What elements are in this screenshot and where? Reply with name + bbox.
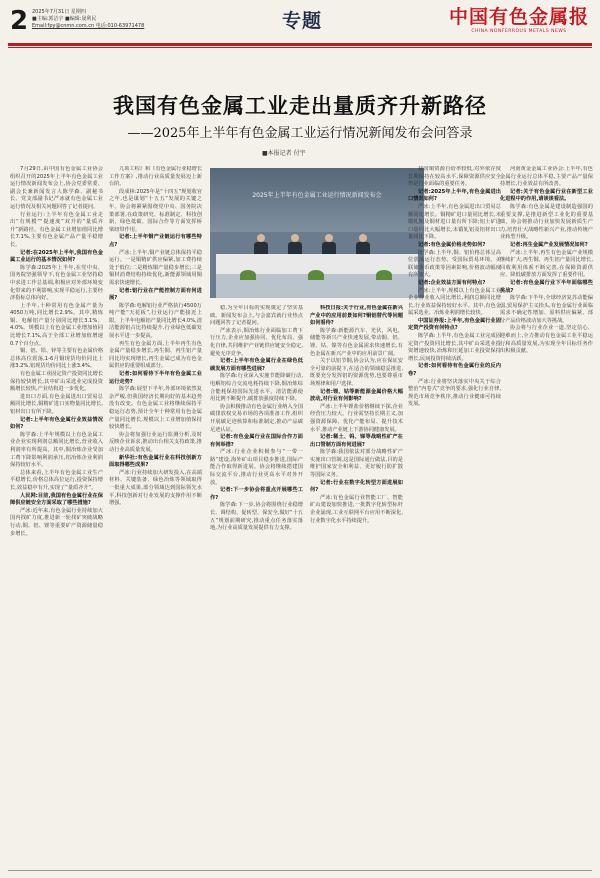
paragraph: 陈学森:行业深入实施节能降碳行动,电解铝综合交流电耗持续下降,铜冶炼综合能耗保持国际先进水平。清洁能源使用比例不断提升,碳排放强度持续下降。 xyxy=(210,373,303,403)
paragraph: 有色金属工业固定资产投资同比增长保持较快增长,其中矿山采选业完成投资额增长较快,产业结构进一步优化。 xyxy=(10,371,103,393)
header-divider xyxy=(8,43,592,46)
paragraph: 记者:企业效益方面有何特点? xyxy=(418,279,486,286)
paragraph: 铜、铝、铅、锌等主要有色金属价格总体高位震荡,1-6月铜现货均价同比上涨3.2%,铝现货均价同比上涨3.4%。 xyxy=(10,348,103,370)
paragraph: 科技日报:关于行业,有色金属在新兴产业中的应用前景如何?铜铝替代等问题如何看待? xyxy=(310,305,403,327)
paragraph: 陈学森:下半年,全球经济复苏动能偏弱,贸易保护主义抬头,有色金属行业面临需求不确定性增加、原料供应偏紧、部分产品价格波动加大等挑战。 xyxy=(500,295,593,324)
paragraph: 总体来看,上半年有色金属工业生产平稳增长,价格总体高位运行,投资保持增长,效益稳中有升,实现了“量质齐升”。 xyxy=(10,469,103,491)
paragraph: 新华社:有色金属行业在科技创新方面取得哪些成果? xyxy=(109,454,202,469)
paragraph: 严冰:行业将坚决落实中央关于综合整治“内卷式”竞争的要求,强化行业自律,规范市场竞争秩序,推动行业健康可持续发展。 xyxy=(408,378,501,408)
article-headline: 我国有色金属工业走出量质齐升新路径 xyxy=(113,93,487,118)
page-header xyxy=(0,0,600,62)
paragraph: 段成林:2025年是“十四五”规划收官之年,也是谋划“十五五”发展的关键之年。协会将紧紧围绕党中央、国务院决策部署,在政策研究、标准制定、科技创新、绿色低碳、国际合作等方面发挥桥梁纽带作用。 xyxy=(109,188,202,233)
page-number: 2 xyxy=(10,6,29,36)
article-subheadline: ——2025年上半年有色金属工业运行情况新闻发布会问答录 xyxy=(127,126,473,141)
contact-line: Email:fpy@cnmn.com.cn 电话:010-63971478 xyxy=(32,23,145,30)
paragraph: 严冰:上半年,有色金属进出口贸易总额同比增长。铜精矿进口量同比增长,未锻轧铜及铜材进口量有所下降;铝土矿进口量同比大幅增长,未锻轧铝及铝材出口量同比下降。 xyxy=(408,203,501,241)
paragraph: 陈学森:展望下半年,外部环境依然复杂严峻,但我国经济长期向好的基本趋势没有改变。有色金属工业将继续保持平稳运行态势,预计全年十种常用有色金属产量同比增长,规模以上工业增加值保持较快增长。 xyxy=(109,386,202,431)
paragraph: 严冰:行业持续加大研发投入,在高端材料、关键装备、绿色冶炼等领域取得一批重大成果,部分领域达到国际领先水平,科技创新对行业发展的支撑作用不断增强。 xyxy=(109,469,202,507)
paragraph: 行业运行:上半年有色金属工业走出“有规模”“提速度”双升的“量质齐升”新路径。有色金属工业增加值同比增长7.1%,主要有色金属产品产量平稳增长。 xyxy=(10,211,103,248)
paragraph: 记者:稀土、钨、锑等战略性矿产在出口管制方面有何进展? xyxy=(310,434,403,448)
paragraph: 我国铜资源自给率较低,对外依存度长期保持在较高水平,保障资源供应安全仍是行业面临的重要任务。 xyxy=(408,166,501,188)
paragraph: 陈学森:有色金属是建设制造强国的重要支撑,是推进新型工业化的重要基础。协会将推动行业加快发展新质生产力,培育壮大战略性新兴产业,推动传统产业转型升级。 xyxy=(500,203,593,241)
paragraph: 记者:下一步协会将重点开展哪些工作? xyxy=(210,487,303,501)
paragraph: 稳,为全年目标的实现奠定了坚实基础。新闻发布会上,与会嘉宾就行业热点问题回答了记者提问。 xyxy=(210,305,303,327)
paragraph: 记者:上半年铜产业链运行有哪些特点? xyxy=(109,234,202,248)
paragraph: 记者:有色金属行业下半年面临哪些挑战? xyxy=(500,279,593,294)
paragraph: 进出口方面,有色金属进出口贸易总额同比增长,铜精矿进口实物量同比增长,铝材出口有所下降。 xyxy=(10,393,103,415)
paragraph: 河南黄金金属工业协会:上半年,有色金属行业运行总体平稳,主要产品产量保持增长,行业效益有所改善。 xyxy=(500,166,593,188)
masthead-title: 中国有色金属报 xyxy=(448,6,589,28)
flower-decoration xyxy=(376,270,392,280)
paragraph: 严冰:上半年锂盐价格继续下探,企业经营压力较大。行业需坚持长期主义,加强资源保障、优化产能布局、提升技术水平,推动产业链上下游协同健康发展。 xyxy=(310,403,403,433)
paragraph: 记者:有色金属价格走势如何? xyxy=(418,241,486,248)
header-divider-thin xyxy=(8,47,592,48)
paragraph: 陈学森:新能源汽车、光伏、风电、储能等新兴产业快速发展,带动铜、铝、锂、钴、镍等有色金属需求快速增长,有色金属在新兴产业中的应用前景广阔。 xyxy=(310,327,403,357)
article-column-3 xyxy=(210,305,303,865)
press-conference-photo xyxy=(210,168,424,298)
article-column-4 xyxy=(310,305,403,865)
paragraph: 人民网:目前,我国有色金属行业在保障供应链安全方面采取了哪些措施? xyxy=(10,492,103,507)
paragraph: 陈学森:上半年,有色金属工业完成固定资产投资同比增长,其中矿山采选业投资增速较快,冶炼和压延加工业投资保持增长,民间投资持续活跃。 xyxy=(408,333,501,362)
header-meta xyxy=(32,9,144,31)
masthead-english: CHINA NONFERROUS METALS NEWS xyxy=(471,29,567,34)
article-column-5 xyxy=(408,166,501,866)
paragraph: 记者:上半年有色金属行业在绿色低碳发展方面有哪些进展? xyxy=(210,358,303,372)
paragraph: 陈学森:电解铝行业严格执行4500万吨产能“天花板”,行业运行产能接近上限。上半年电解铝产量同比增长4.0%,清洁能源铝占比持续提升,行业绿色低碳发展水平进一步提高。 xyxy=(109,302,202,340)
article-column-2 xyxy=(109,166,202,866)
paragraph: 严冰:行业企业积极参与“一带一路”建设,海外矿山项目稳步推进,国际产能合作取得新进展。协会将继续搭建国际交流平台,推动行业更高水平对外开放。 xyxy=(210,449,303,486)
paragraph: 记者:如何看待下半年有色金属工业运行走势? xyxy=(109,371,202,385)
paragraph: 记者:行业在数字化转型方面进展如何? xyxy=(310,479,403,494)
paragraph: 协会将与行业企业一道,坚定信心、迎难而上,全力推动有色金属工业平稳运行和高质量发展,为实现全年目标任务作出积极贡献。 xyxy=(500,325,593,355)
paragraph: 严冰:上半年,规模以上有色金属工业企业营业收入同比增长,利润总额同比增长,行业效益保持较好水平。其中,有色金属采选业、冶炼业利润增长较快。 xyxy=(408,287,501,317)
paragraph: 严冰表示,铜冶炼行业面临加工费下行压力,企业应加强协同、优化布局、强化自律,共同维护产业链供应链安全稳定,避免无序竞争。 xyxy=(210,327,303,357)
paragraph: 记者:锂、钴等新能源金属价格大幅波动,对行业有何影响? xyxy=(310,388,403,403)
paragraph: 记者:上半年有色金属行业效益情况如何? xyxy=(10,416,103,431)
paragraph: 7月29日,由中国有色金属工业协会组织召开的2025年上半年有色金属工业运行情况新闻发布会上,协会党委常委、副会长兼新闻发言人陈学森、副秘书长、党支部副书记严冰就有色金属工业运行情况及相关问题回答了记者提问。 xyxy=(10,166,103,210)
paragraph: 记者:在2025年上半年,我国有色金属工业运行的基本情况如何? xyxy=(10,249,103,264)
photo-banner-text: 2025年上半年有色金属工业运行情况新闻发布会 xyxy=(252,192,382,199)
paragraph: 关于以铝节铜,协会认为,应在保证安全可靠的前提下,在适合的领域稳妥推进,既要充分发挥铝的资源优势,也要尊重市场规律和用户选择。 xyxy=(310,358,403,387)
paragraph: 九项工程》和《有色金属行业稳增长工作方案》,推动行业高质量发展迈上新台阶。 xyxy=(109,166,202,188)
paragraph: 记者:2025年上半年,有色金属进出口情况如何? xyxy=(408,188,501,203)
paragraph: 严冰:上半年,铜产业链总体保持平稳运行。一是铜精矿供应偏紧,加工费持续处于低位;二是精炼铜产量稳步增长;三是铜材消费结构持续优化,新能源领域用铜需求快速增长。 xyxy=(109,249,202,286)
paragraph: 记者:再生金属产业发展情况如何? xyxy=(510,241,588,248)
flower-decoration xyxy=(308,270,324,280)
article-column-6 xyxy=(500,166,593,866)
masthead xyxy=(448,6,590,34)
paragraph: 协会积极推动有色金属行业纳入全国碳排放权交易市场的各项准备工作,组织开展碳足迹核算和标准制定,推动产品碳足迹认证。 xyxy=(210,403,303,433)
editor-line: ■主编:郭洁宇 ■编辑:晟利民 xyxy=(32,16,97,23)
paragraph: 记者:关于有色金属行业在新型工业化进程中的作用,请谈谈看法。 xyxy=(500,188,593,203)
page-bottom-rule xyxy=(8,870,592,871)
paragraph: 陈学森:2025年上半年,在党中央、国务院坚强领导下,有色金属工业坚持稳中求进工作总基调,积极应对外部环境变化带来的不利影响,实现平稳运行,主要经济指标总体向好。 xyxy=(10,264,103,302)
paragraph: 记者:有色金属行业在国际合作方面有何举措? xyxy=(210,434,303,448)
paragraph: 严冰:有色金属行业智能工厂、智能矿山建设加快推进,一批数字化转型标杆企业涌现,工业互联网平台应用不断深化,行业数字化水平持续提升。 xyxy=(310,494,403,524)
paragraph: 严冰:近年来,有色金属行业持续加大国内找矿力度,推进新一轮找矿突破战略行动,铜、铝、锂等重要矿产资源储量稳步增长。 xyxy=(10,507,103,537)
paragraph: 记者:铝行业在产能控制方面有何进展? xyxy=(109,287,202,302)
paragraph: 协会将加强行业运行监测分析,及时反映企业诉求,推动出台相关支持政策,推动行业高质量发展。 xyxy=(109,431,202,453)
paragraph: 陈学森:下一步,协会将围绕行业稳增长、调结构、促转型、保安全,做好“十五五”规划前期研究,推动重点任务落实落地,为行业高质量发展提供有力支撑。 xyxy=(210,502,303,532)
article-byline: ■本报记者 付宇 xyxy=(262,150,306,157)
paragraph: 中国证券报:上半年,有色金属行业固定资产投资有何特点? xyxy=(408,317,501,332)
date-line: 2025年7月31日 星期四 xyxy=(32,9,86,15)
article-column-1 xyxy=(10,166,103,866)
flower-decoration xyxy=(240,270,256,280)
paragraph: 陈学森:上半年,铜、铝价格总体呈高位震荡运行态势。受国际贸易环境、美联储货币政策等因素影响,价格波动幅度有所加大。 xyxy=(408,249,501,279)
paragraph: 陈学森:我国依法对部分战略性矿产实施出口管制,这是国际通行做法,目的是维护国家安全和利益、更好履行防扩散等国际义务。 xyxy=(310,449,403,479)
paragraph: 严冰:上半年,再生有色金属产业规模继续扩大,再生铜、再生铝产量同比增长,回收利用体系不断完善,在保障资源供应、降低碳排放方面发挥了重要作用。 xyxy=(500,249,593,279)
paragraph: 再生有色金属方面,上半年再生有色金属产量稳步增长,再生铜、再生铝产量同比均实现增长,再生金属已成为有色金属供应的重要组成部分。 xyxy=(109,340,202,370)
paragraph: 上半年,十种常用有色金属产量为4050万吨,同比增长2.9%。其中,精炼铜、电解铝产量分别同比增长3.1%、4.0%。规模以上有色金属工业增加值同比增长7.1%,高于全部工业增加值增速0.7个百分点。 xyxy=(10,302,103,347)
paragraph: 记者:如何看待有色金属行业的反内卷? xyxy=(408,363,501,378)
photo-backdrop xyxy=(210,168,424,232)
section-title: 专题 xyxy=(282,10,323,32)
paragraph: 陈学森:上半年规模以上有色金属工业企业实现利润总额同比增长,营业收入利润率有所提高。其中,铜冶炼企业受加工费下降影响利润承压,铝冶炼企业利润保持较好水平。 xyxy=(10,431,103,469)
